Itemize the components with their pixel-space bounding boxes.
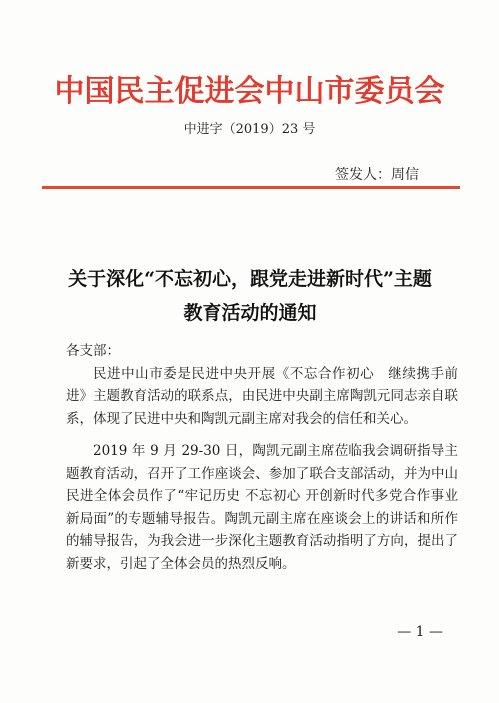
notice-title <box>40 262 460 330</box>
red-divider <box>42 186 460 189</box>
signer-line: 签发人：周信 <box>335 167 419 183</box>
notice-title-line-1: 关于深化“不忘初心，跟党走进新时代”主题 <box>68 268 432 290</box>
document-number: 中进字（2019）23 号 <box>183 122 316 137</box>
body-paragraph-1: 民进中山市委是民进中央开展《不忘合作初心 继续携手前进》主题教育活动的联系点，由民进中央副主席陶凯元同志亲自联系，体现了民进中央和陶凯元副主席对我会的信任和关心。 <box>66 365 458 427</box>
notice-body <box>66 340 458 575</box>
page-number: — 1 — <box>397 624 443 640</box>
notice-title-line-2: 教育活动的通知 <box>183 302 317 324</box>
salutation: 各支部： <box>66 343 120 359</box>
body-paragraph-2: 2019 年 9 月 29-30 日，陶凯元副主席莅临我会调研指导主题教育活动，召开了工作座谈会、参加了联合支部活动，并为中山民进全体会员作了“牢记历史 不忘初心 开创新时代多党合作事业新局面”的专题辅导报告。陶凯元副主席在座谈会上的讲话和所作的辅导报告，为我会进一步深化主题教育活动指明了方向，提出了新要求，引起了全体会员的热烈反响。 <box>66 443 458 572</box>
organization-title: 中国民主促进会中山市委员会 <box>54 74 445 109</box>
